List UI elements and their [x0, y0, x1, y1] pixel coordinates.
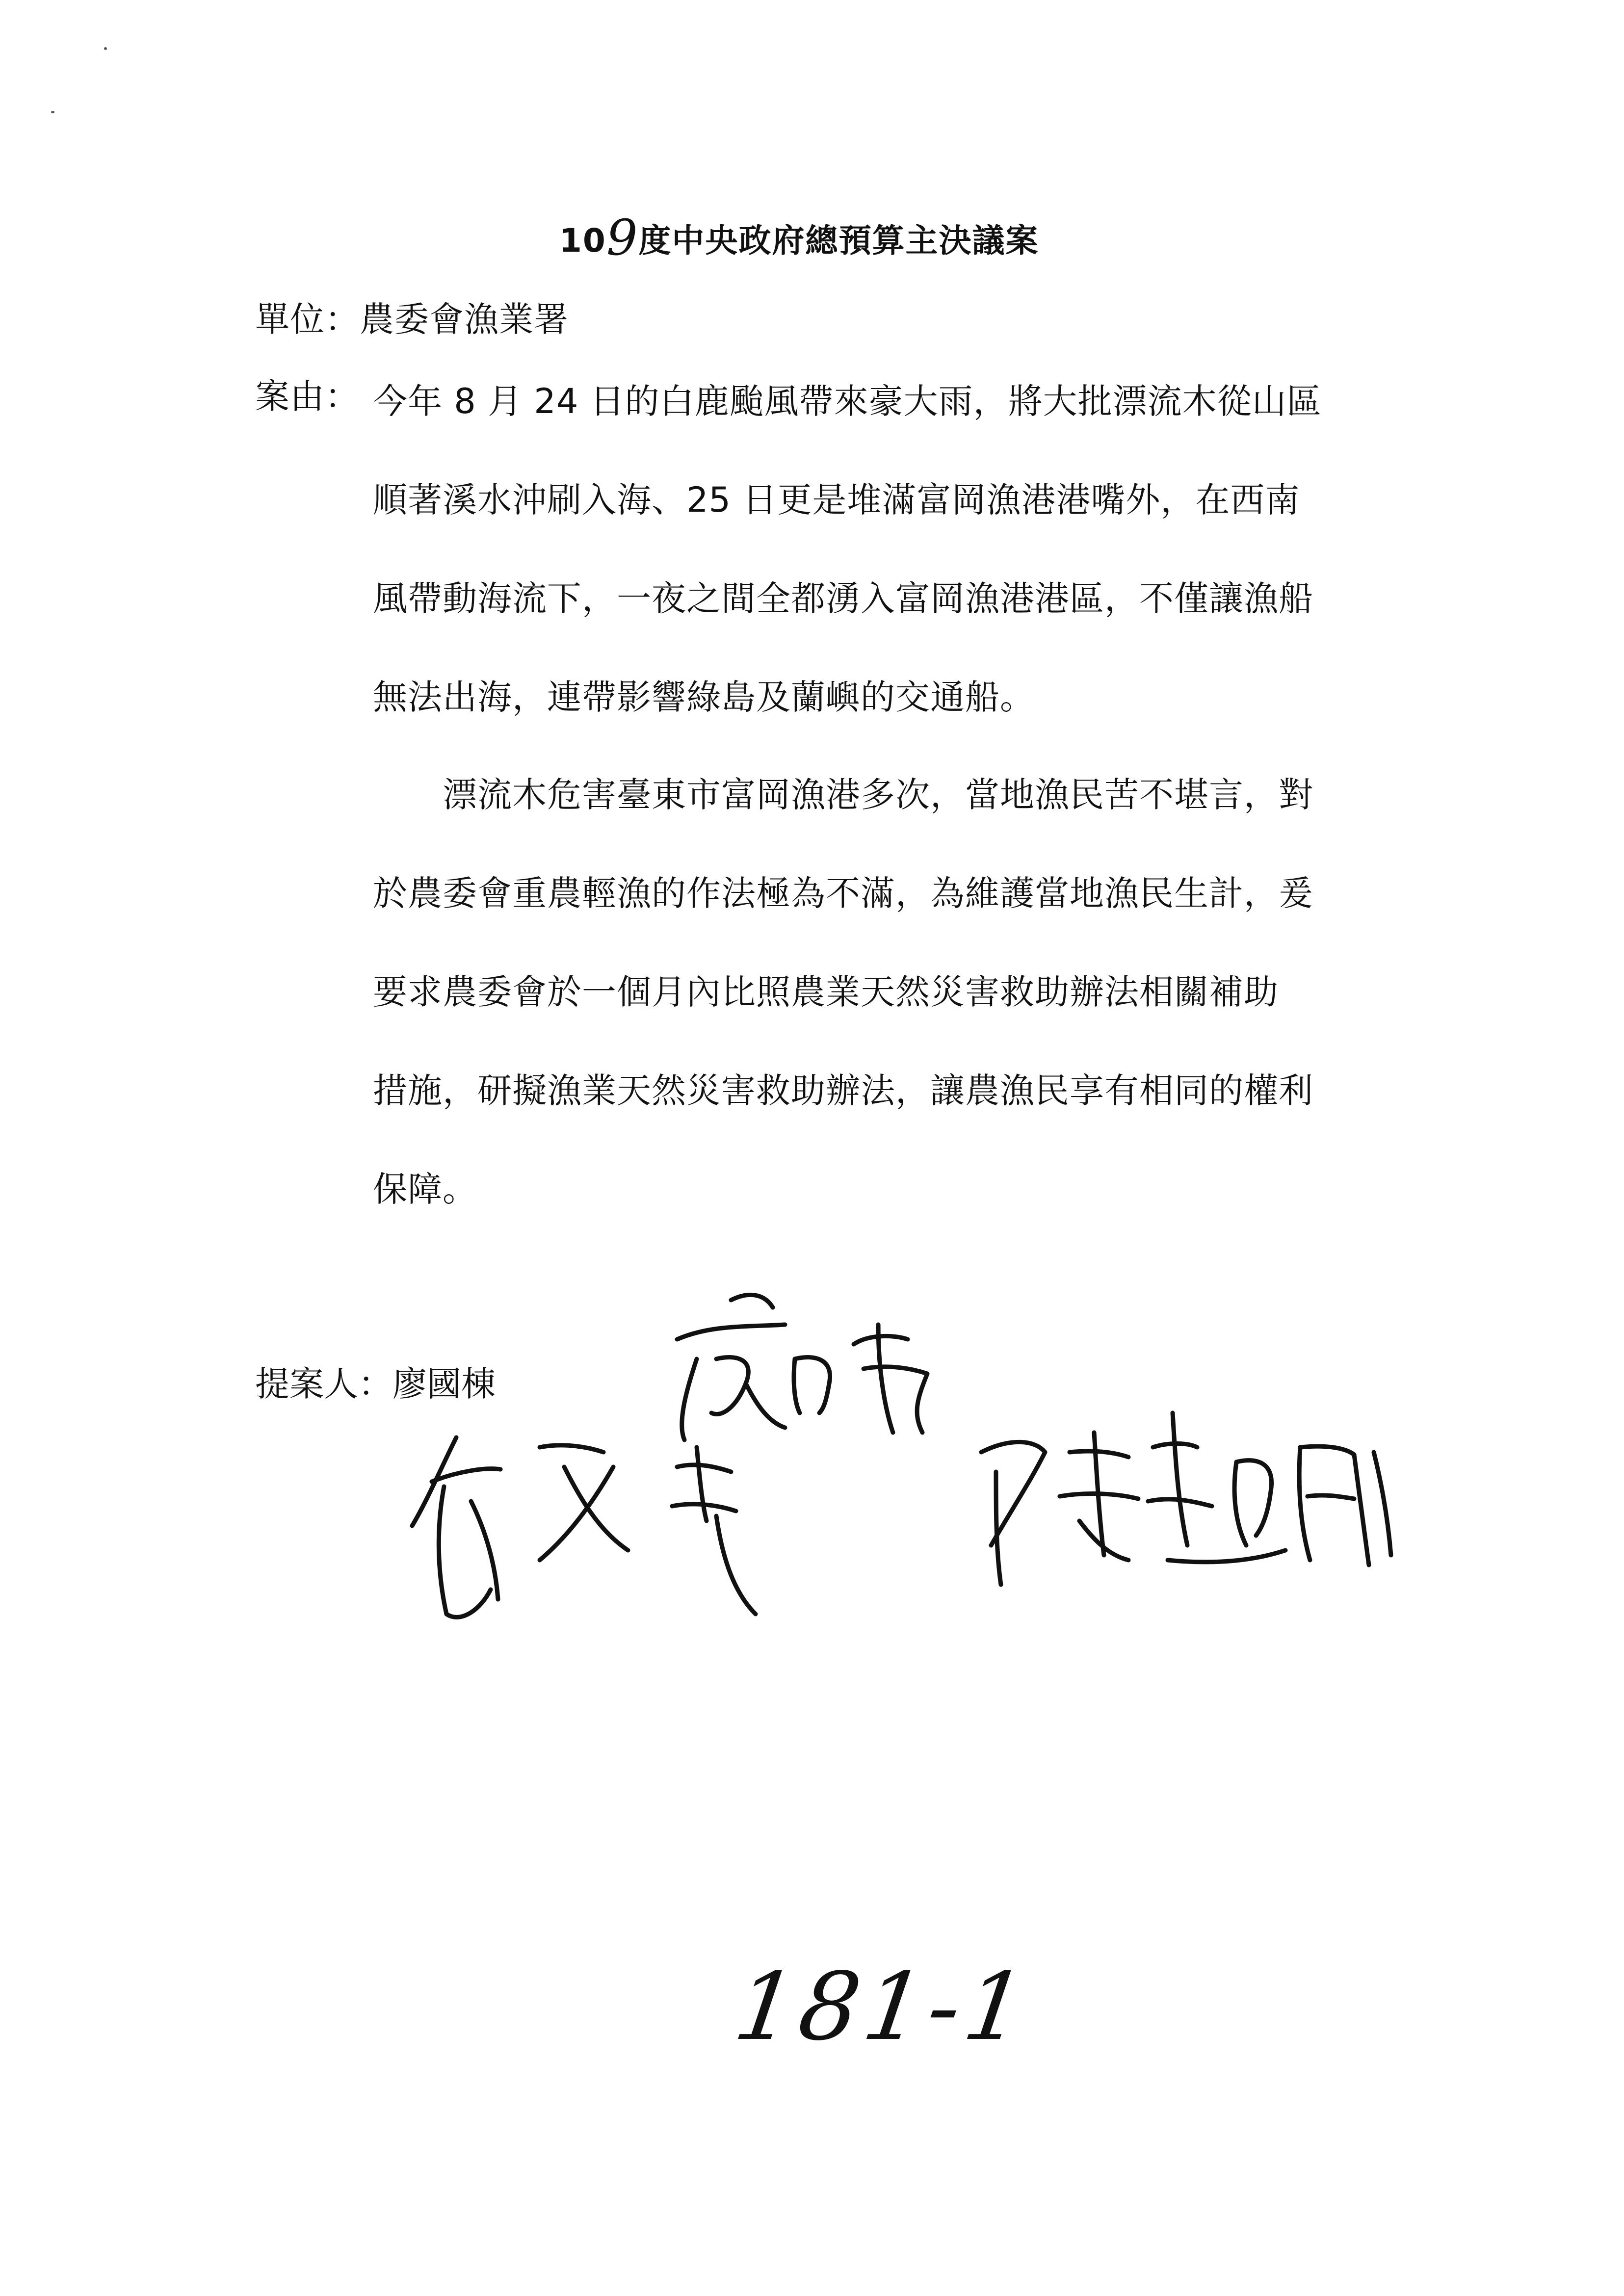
unit-label: 單位：: [255, 299, 360, 339]
title-suffix: 度中央政府總預算主決議案: [638, 222, 1039, 260]
proposer-name: 廖國棟: [393, 1364, 496, 1404]
reason-label: 案由：: [255, 376, 360, 417]
signature-3: [981, 1413, 1391, 1585]
paragraph-line: 漂流木危害臺東市富岡漁港多次，當地漁民苦不堪言，對: [373, 775, 1313, 815]
paragraph-line: 無法出海，連帶影響綠島及蘭嶼的交通船。: [373, 677, 1035, 717]
title-handwritten-digit: 9: [606, 209, 639, 266]
handwritten-page-number: 181-1: [728, 1953, 1037, 2061]
paragraph-line: 保障。: [373, 1169, 477, 1209]
unit-value: 農委會漁業署: [360, 299, 569, 339]
paragraph-line: 要求農委會於一個月內比照農業天然災害救助辦法相關補助: [373, 972, 1279, 1012]
paragraph-line: 措施，研擬漁業天然災害救助辦法，讓農漁民享有相同的權利: [373, 1070, 1313, 1111]
paragraph-line: 順著溪水沖刷入海、25 日更是堆滿富岡漁港港嘴外，在西南: [373, 480, 1300, 520]
title-prefix: 10: [559, 222, 606, 260]
signature-1: [677, 1295, 927, 1440]
proposer-label: 提案人：: [255, 1364, 393, 1404]
paragraph-line: 於農委會重農輕漁的作法極為不滿，為維護當地漁民生計，爰: [373, 873, 1313, 913]
paragraph-line: 今年 8 月 24 日的白鹿颱風帶來豪大雨，將大批漂流木從山區: [373, 381, 1322, 421]
signature-2: [412, 1437, 756, 1617]
paragraph-line: 風帶動海流下，一夜之間全都湧入富岡漁港港區，不僅讓漁船: [373, 578, 1313, 619]
